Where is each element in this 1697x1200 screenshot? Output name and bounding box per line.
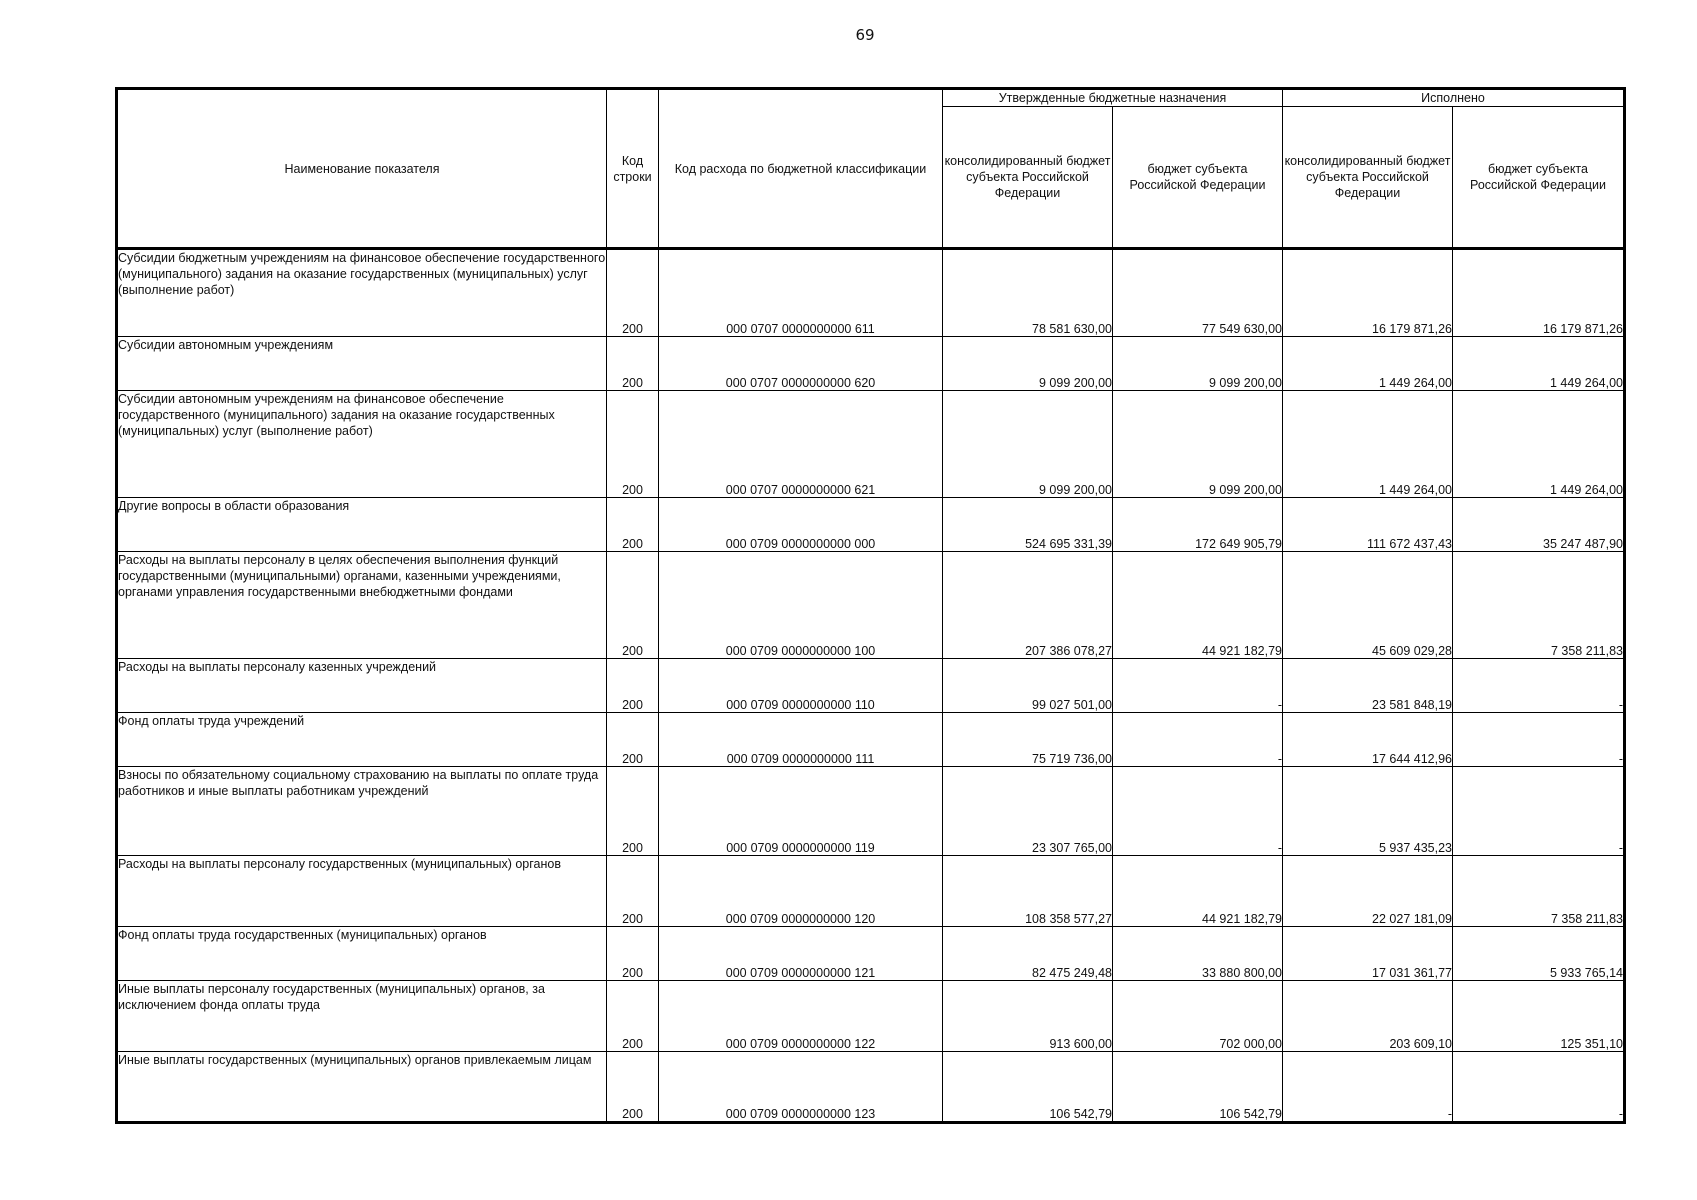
budget-report-table (115, 87, 1626, 1124)
row-class-code: 000 0709 0000000000 120 (659, 856, 943, 927)
row-executed-consolidated: 1 449 264,00 (1283, 391, 1453, 498)
page-number: 69 (855, 26, 875, 44)
row-name: Иные выплаты персоналу государственных (муниципальных) органов, за исключением фонда оплаты труда (117, 981, 607, 1052)
header-class-code: Код расхода по бюджетной классификации (659, 89, 943, 249)
row-executed-subject: - (1453, 713, 1625, 767)
row-class-code: 000 0707 0000000000 621 (659, 391, 943, 498)
row-name: Взносы по обязательному социальному страхованию на выплаты по оплате труда работников и иные выплаты работникам учреждений (117, 767, 607, 856)
table-header (117, 89, 1625, 249)
row-class-code: 000 0709 0000000000 119 (659, 767, 943, 856)
row-line-code: 200 (607, 337, 659, 391)
row-executed-consolidated: 17 031 361,77 (1283, 927, 1453, 981)
row-class-code: 000 0707 0000000000 611 (659, 249, 943, 337)
row-approved-subject: - (1113, 767, 1283, 856)
header-name: Наименование показателя (117, 89, 607, 249)
table-row (117, 249, 1625, 337)
row-line-code: 200 (607, 659, 659, 713)
row-executed-consolidated: 1 449 264,00 (1283, 337, 1453, 391)
row-approved-consolidated: 524 695 331,39 (943, 498, 1113, 552)
header-group-executed: Исполнено (1283, 89, 1625, 107)
row-approved-subject: 44 921 182,79 (1113, 856, 1283, 927)
row-approved-subject: 77 549 630,00 (1113, 249, 1283, 337)
row-approved-consolidated: 108 358 577,27 (943, 856, 1113, 927)
row-executed-consolidated: 17 644 412,96 (1283, 713, 1453, 767)
row-executed-consolidated: 45 609 029,28 (1283, 552, 1453, 659)
row-executed-consolidated: 111 672 437,43 (1283, 498, 1453, 552)
row-class-code: 000 0709 0000000000 123 (659, 1052, 943, 1123)
row-line-code: 200 (607, 713, 659, 767)
table-row (117, 927, 1625, 981)
row-executed-subject: 1 449 264,00 (1453, 391, 1625, 498)
row-line-code: 200 (607, 856, 659, 927)
row-class-code: 000 0707 0000000000 620 (659, 337, 943, 391)
row-approved-consolidated: 82 475 249,48 (943, 927, 1113, 981)
row-name: Субсидии автономным учреждениям на финансовое обеспечение государственного (муниципального) задания на оказание государственных (муниципальных) услуг (выполнение работ) (117, 391, 607, 498)
row-line-code: 200 (607, 498, 659, 552)
row-line-code: 200 (607, 391, 659, 498)
table-row (117, 337, 1625, 391)
row-name: Субсидии автономным учреждениям (117, 337, 607, 391)
header-executed-consolidated: консолидированный бюджет субъекта Российской Федерации (1283, 107, 1453, 249)
row-executed-consolidated: 23 581 848,19 (1283, 659, 1453, 713)
row-class-code: 000 0709 0000000000 100 (659, 552, 943, 659)
row-name: Другие вопросы в области образования (117, 498, 607, 552)
row-approved-consolidated: 207 386 078,27 (943, 552, 1113, 659)
row-executed-subject: 1 449 264,00 (1453, 337, 1625, 391)
header-line-code: Код строки (607, 89, 659, 249)
row-approved-subject: 44 921 182,79 (1113, 552, 1283, 659)
row-executed-consolidated: 203 609,10 (1283, 981, 1453, 1052)
row-class-code: 000 0709 0000000000 110 (659, 659, 943, 713)
row-class-code: 000 0709 0000000000 122 (659, 981, 943, 1052)
row-approved-subject: 33 880 800,00 (1113, 927, 1283, 981)
row-line-code: 200 (607, 1052, 659, 1123)
row-name: Субсидии бюджетным учреждениям на финансовое обеспечение государственного (муниципального) задания на оказание государственных (муниципальных) услуг (выполнение работ) (117, 249, 607, 337)
table-row (117, 981, 1625, 1052)
row-line-code: 200 (607, 981, 659, 1052)
row-line-code: 200 (607, 927, 659, 981)
row-approved-subject: 172 649 905,79 (1113, 498, 1283, 552)
row-approved-subject: 9 099 200,00 (1113, 337, 1283, 391)
header-executed-subject: бюджет субъекта Российской Федерации (1453, 107, 1625, 249)
row-approved-consolidated: 9 099 200,00 (943, 337, 1113, 391)
row-executed-subject: 16 179 871,26 (1453, 249, 1625, 337)
table-row (117, 856, 1625, 927)
row-approved-subject: 9 099 200,00 (1113, 391, 1283, 498)
row-approved-subject: 106 542,79 (1113, 1052, 1283, 1123)
row-executed-consolidated: - (1283, 1052, 1453, 1123)
row-executed-subject: 7 358 211,83 (1453, 856, 1625, 927)
row-name: Фонд оплаты труда учреждений (117, 713, 607, 767)
row-approved-consolidated: 99 027 501,00 (943, 659, 1113, 713)
row-name: Иные выплаты государственных (муниципальных) органов привлекаемым лицам (117, 1052, 607, 1123)
row-executed-consolidated: 22 027 181,09 (1283, 856, 1453, 927)
row-class-code: 000 0709 0000000000 111 (659, 713, 943, 767)
row-class-code: 000 0709 0000000000 121 (659, 927, 943, 981)
row-approved-consolidated: 913 600,00 (943, 981, 1113, 1052)
row-executed-subject: 5 933 765,14 (1453, 927, 1625, 981)
row-executed-consolidated: 16 179 871,26 (1283, 249, 1453, 337)
row-executed-consolidated: 5 937 435,23 (1283, 767, 1453, 856)
table-body (117, 249, 1625, 1123)
table-row (117, 767, 1625, 856)
row-approved-consolidated: 106 542,79 (943, 1052, 1113, 1123)
row-name: Расходы на выплаты персоналу государственных (муниципальных) органов (117, 856, 607, 927)
row-approved-subject: - (1113, 659, 1283, 713)
row-line-code: 200 (607, 249, 659, 337)
table-row (117, 713, 1625, 767)
row-approved-subject: 702 000,00 (1113, 981, 1283, 1052)
row-line-code: 200 (607, 767, 659, 856)
row-approved-consolidated: 9 099 200,00 (943, 391, 1113, 498)
row-approved-subject: - (1113, 713, 1283, 767)
table-row (117, 552, 1625, 659)
header-group-approved: Утвержденные бюджетные назначения (943, 89, 1283, 107)
row-approved-consolidated: 23 307 765,00 (943, 767, 1113, 856)
row-approved-consolidated: 75 719 736,00 (943, 713, 1113, 767)
row-executed-subject: - (1453, 767, 1625, 856)
row-name: Расходы на выплаты персоналу в целях обеспечения выполнения функций государственными (муниципальными) органами, казенными учреждениями, органами управления государственными внебюджетными фондами (117, 552, 607, 659)
table-row (117, 498, 1625, 552)
table-row (117, 659, 1625, 713)
row-executed-subject: 7 358 211,83 (1453, 552, 1625, 659)
table-row (117, 1052, 1625, 1123)
row-name: Фонд оплаты труда государственных (муниципальных) органов (117, 927, 607, 981)
header-approved-subject: бюджет субъекта Российской Федерации (1113, 107, 1283, 249)
row-executed-subject: 125 351,10 (1453, 981, 1625, 1052)
row-class-code: 000 0709 0000000000 000 (659, 498, 943, 552)
row-line-code: 200 (607, 552, 659, 659)
row-name: Расходы на выплаты персоналу казенных учреждений (117, 659, 607, 713)
table-row (117, 391, 1625, 498)
row-approved-consolidated: 78 581 630,00 (943, 249, 1113, 337)
row-executed-subject: - (1453, 1052, 1625, 1123)
header-approved-consolidated: консолидированный бюджет субъекта Российской Федерации (943, 107, 1113, 249)
row-executed-subject: 35 247 487,90 (1453, 498, 1625, 552)
row-executed-subject: - (1453, 659, 1625, 713)
